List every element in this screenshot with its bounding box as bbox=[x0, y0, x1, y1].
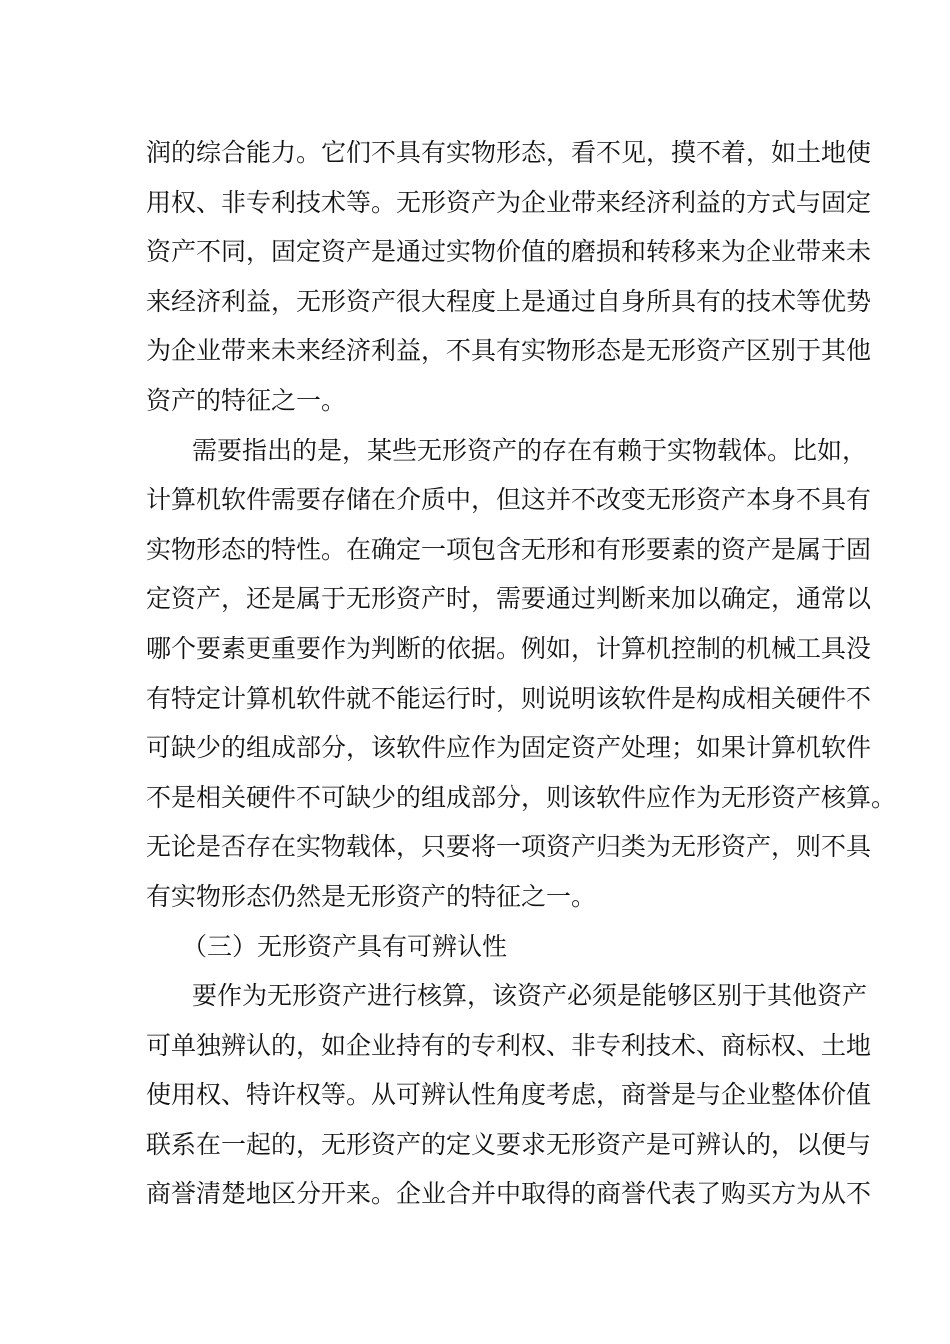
text-line: 实物形态的特性。在确定一项包含无形和有形要素的资产是属于固 bbox=[146, 534, 872, 564]
text-line: 润的综合能力。它们不具有实物形态，看不见，摸不着，如土地使 bbox=[146, 138, 872, 167]
text-line: 不是相关硬件不可缺少的组成部分，则该软件应作为无形资产核算。 bbox=[146, 782, 897, 812]
section-heading: （三）无形资产具有可辨认性 bbox=[182, 931, 508, 961]
text-line: 有实物形态仍然是无形资产的特征之一。 bbox=[146, 881, 597, 911]
text-line: 计算机软件需要存储在介质中，但这并不改变无形资产本身不具有 bbox=[146, 485, 872, 515]
text-line: 为企业带来未来经济利益，不具有实物形态是无形资产区别于其他 bbox=[146, 336, 872, 366]
text-line: 资产的特征之一。 bbox=[146, 385, 347, 415]
text-line: 需要指出的是，某些无形资产的存在有赖于实物载体。比如， bbox=[192, 435, 868, 465]
body-text bbox=[146, 128, 897, 1219]
text-line: 哪个要素更重要作为判断的依据。例如，计算机控制的机械工具没 bbox=[146, 633, 872, 663]
text-line: 有特定计算机软件就不能运行时，则说明该软件是构成相关硬件不 bbox=[146, 683, 872, 713]
text-line: 用权、非专利技术等。无形资产为企业带来经济利益的方式与固定 bbox=[146, 187, 872, 217]
text-line: 无论是否存在实物载体，只要将一项资产归类为无形资产，则不具 bbox=[146, 832, 872, 862]
text-line: 使用权、特许权等。从可辨认性角度考虑，商誉是与企业整体价值 bbox=[146, 1080, 872, 1110]
text-line: 定资产，还是属于无形资产时，需要通过判断来加以确定，通常以 bbox=[146, 584, 872, 614]
text-line: 可单独辨认的，如企业持有的专利权、非专利技术、商标权、土地 bbox=[146, 1030, 872, 1060]
text-line: 来经济利益，无形资产很大程度上是通过自身所具有的技术等优势 bbox=[146, 286, 872, 316]
text-line: 商誉清楚地区分开来。企业合并中取得的商誉代表了购买方为从不 bbox=[146, 1179, 872, 1209]
text-line: 联系在一起的，无形资产的定义要求无形资产是可辨认的，以便与 bbox=[146, 1129, 872, 1159]
text-line: 资产不同，固定资产是通过实物价值的磨损和转移来为企业带来未 bbox=[146, 237, 872, 267]
text-line: 可缺少的组成部分，该软件应作为固定资产处理；如果计算机软件 bbox=[146, 733, 872, 763]
text-line: 要作为无形资产进行核算，该资产必须是能够区别于其他资产 bbox=[192, 981, 868, 1011]
